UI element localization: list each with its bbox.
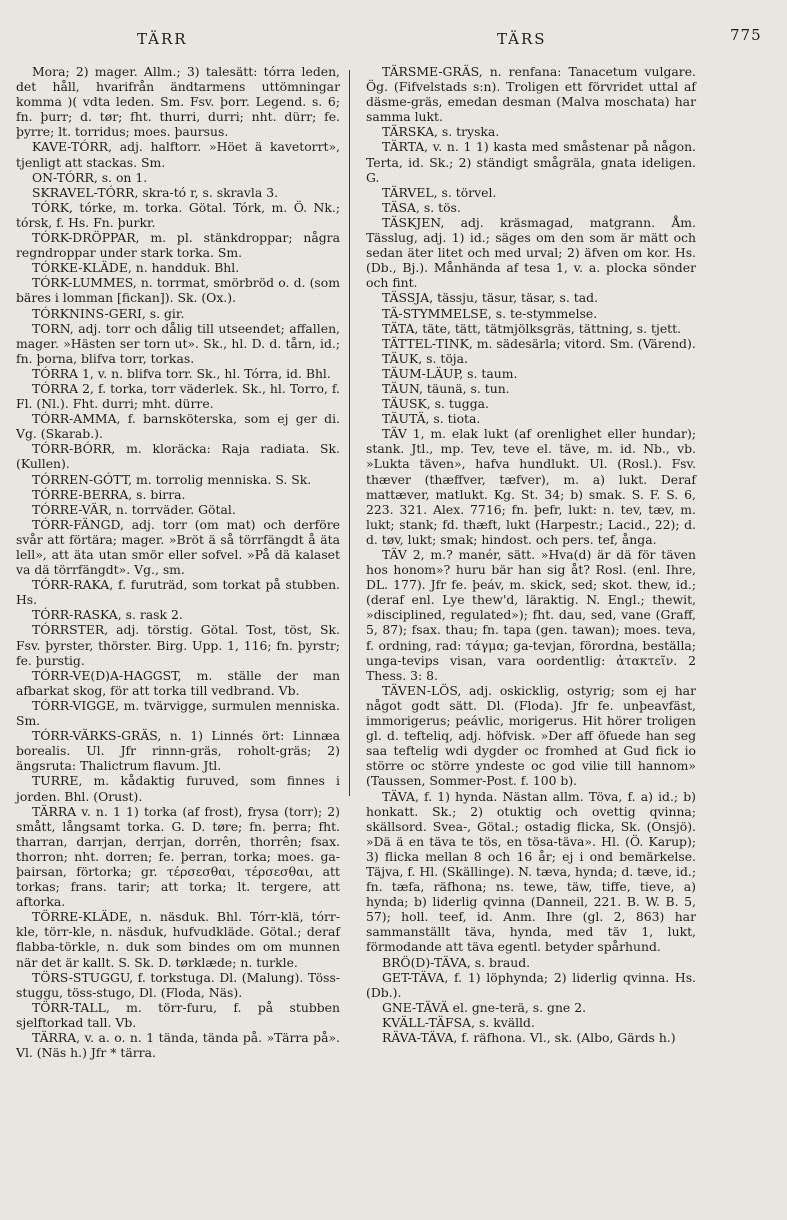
dictionary-entry: BRÖ(D)-TÄVA, s. braud. <box>382 954 531 970</box>
dictionary-entry: SKRAVEL-TÓRR, skra-tó r, s. skravla 3. <box>32 184 279 200</box>
dictionary-entry: TURRE, m. kådaktig furuved, som finnes i jorden. Bhl. (Orust). <box>16 773 340 804</box>
dictionary-entry: TÄVEN-LÖS, adj. oskicklig, ostyrig; som ej har något godt sätt. Dl. (Floda). Jfr fe. unþeavfäst, immorigerus; peávlic, morigerus. Hit hörer troligen gl. d. tefteliq, adj. höfvisk. »Der aff öfuede han seg saa teftelig wdi dygder oc fromhed at Gud fick io större oc större yndeste oc god vilie till hannom» (Taussen, Sommer-Post. f. 100 b). <box>366 682 696 789</box>
dictionary-entry: TÓRR-BÓRR, m. kloräcka: Raja radiata. Sk. (Kullen). <box>16 441 340 472</box>
page-number: 775 <box>730 26 762 44</box>
dictionary-entry: KVÄLL-TÄFSA, s. kvälld. <box>382 1014 535 1030</box>
dictionary-entry: TÓRR-RASKA, s. rask 2. <box>32 607 183 623</box>
dictionary-entry: KAVE-TÓRR, adj. halftorr. »Höet ä kavetorrt», tjenligt att stackas. Sm. <box>16 139 340 170</box>
dictionary-entry: TÄV 1, m. elak lukt (af orenlighet eller hundar); stank. Jtl., mp. Tev, teve el. täve, m. id. Nb., vb. »Lukta täven», hafva hundlukt. Ul. (Rosl.). Fsv. thæver (thæffver, tæfver), m. a) lukt. Deraf mattæver, matlukt. Kg. St. 34; b) smak. S. F. S. 6, 223. 321. Alex. 7716; fn. þefr, lukt: n. tev, tæv, m. lukt; stank; fd. thæft, lukt (Harpestr.; Lacid., 22); d. d. tøv, lukt; smak; hindost. och pers. tef, ånga. <box>366 426 696 547</box>
dictionary-entry: Mora; 2) mager. Allm.; 3) talesätt: tórra leden, det håll, hvarifrån ändtarmens uttömningar komma )( vdta leden. Sm. Fsv. þorr. Legend. s. 6; fn. þurr; d. tør; fht. thurri, durri; nht. dürr; fe. þyrre; lt. torridus; moes. þaursus. <box>16 64 340 140</box>
dictionary-entry: TÄRVEL, s. törvel. <box>382 184 497 200</box>
dictionary-entry: TÄTA, täte, tätt, tätmjölksgräs, tättning, s. tjett. <box>382 320 682 336</box>
dictionary-entry: TÄRSKA, s. tryska. <box>382 124 500 140</box>
dictionary-entry: TÖRS-STUGGU, f. torkstuga. Dl. (Malung). Töss-stuggu, töss-stugo, Dl. (Floda, Näs). <box>16 969 340 1000</box>
dictionary-entry: TÄRTA, v. n. 1 1) kasta med småstenar på någon. Terta, id. Sk.; 2) ständigt smågräla, gnata ideligen. G. <box>366 139 696 185</box>
dictionary-entry: TÓRRA 2, f. torka, torr väderlek. Sk., hl. Torro, f. Fl. (Nl.). Fht. durri; mht. dürre. <box>16 380 340 412</box>
dictionary-entry: TÄUTÄ, s. tiota. <box>382 411 481 427</box>
dictionary-entry: TÄRRA v. n. 1 1) torka (af frost), frysa (torr); 2) smått, långsamt torka. G. D. tøre; fn. þerra; fht. tharran, darrjan, derrjan, dorrên, thorrên; fsax. thorron; nht. dorren; fe. þerran, torka; moes. ga-þairsan, förtorka; gr. τέρσεσθαι, τέρσεσθαι, att torkas; frans. tarir; att torka; lt. tergere, att aftorka. <box>16 803 340 910</box>
dictionary-entry: TÓRK, tórke, m. torka. Götal. Tórk, m. Ö. Nk.; tórsk, f. Hs. Fn. þurkr. <box>16 199 340 230</box>
dictionary-entry: TÄTTEL-TINK, m. sädesärla; vitord. Sm. (Värend). <box>382 335 696 351</box>
dictionary-entry: TÓRR-FÄNGD, adj. torr (om mat) och derföre svår att förtära; mager. »Bröt ä så törrfängdt å äta lell», att äta utan smör eller sofvel. »På dä kalaset va dä törrfängdt». Vg., sm. <box>16 516 340 578</box>
left-column <box>16 64 340 1060</box>
running-head-right: TÄRS <box>497 30 547 48</box>
dictionary-entry: TÓRKNINS-GERI, s. gir. <box>32 305 185 321</box>
dictionary-entry: TÄSSJA, tässju, täsur, täsar, s. tad. <box>382 290 599 306</box>
dictionary-entry: TÓRK-DRÖPPAR, m. pl. stänkdroppar; några regndroppar under stark torka. Sm. <box>16 230 340 261</box>
right-column <box>366 64 696 1045</box>
dictionary-entry: TÄVA, f. 1) hynda. Nästan allm. Töva, f. a) id.; b) honkatt. Sk.; 2) otuktig och ovettig qvinna; skällsord. Svea-, Götal.; ostadig flicka, Sk. (Onsjö). »Dä ä en täva te tös, en tösa-täva». Hl. (Ö. Karup); 3) flicka mellan 8 och 16 år; ej i ond bemärkelse. Täjva, f. Hl. (Skällinge). N. tæva, hynda; d. tæve, id.; fn. tæfa, räfhona; ns. tewe, täw, tiffe, tieve, a) hynda; b) liderlig qvinna (Danneil, 221. B. W. B. 5, 57); holl. teef, id. Anm. Ihre (gl. 2, 863) har sammanställt täva, hynda, med täv 1, lukt, förmodande att täva egentl. betyder spårhund. <box>366 788 696 955</box>
dictionary-entry: TORN, adj. torr och dålig till utseendet; affallen, mager. »Hästen ser torn ut». Sk., hl. D. d. tårn, id.; fn. þorna, blifva torr, torkas. <box>16 320 340 366</box>
dictionary-entry: TÄUSK, s. tugga. <box>382 396 489 412</box>
dictionary-entry: TÄUM-LÄUP, s. taum. <box>382 365 518 381</box>
dictionary-entry: TÓRK-LUMMES, n. torrmat, smörbröd o. d. (som bäres i lomman [fickan]). Sk. (Ox.). <box>16 275 340 306</box>
dictionary-entry: TÓRRSTER, adj. törstig. Götal. Tost, töst, Sk. Fsv. þyrster, thörster. Birg. Upp. 1, 116; fn. þyrstr; fe. þurstig. <box>16 622 340 668</box>
dictionary-entry: TÄUK, s. töja. <box>382 350 468 366</box>
dictionary-entry: TÓRKE-KLÄDE, n. handduk. Bhl. <box>32 260 240 276</box>
dictionary-entry: TÓRR-VIGGE, m. tvärvigge, surmulen menniska. Sm. <box>16 697 340 729</box>
dictionary-entry: TÖRR-TALL, m. törr-furu, f. på stubben sjelftorkad tall. Vb. <box>16 999 340 1030</box>
dictionary-entry: GNE-TÄVÄ el. gne-terä, s. gne 2. <box>382 999 587 1015</box>
dictionary-entry: TÓRREN-GÓTT, m. torrolig menniska. S. Sk. <box>32 471 312 487</box>
dictionary-entry: TÓRR-AMMA, f. barnsköterska, som ej ger di. Vg. (Skarab.). <box>16 411 340 442</box>
dictionary-entry: TÄ-STYMMELSE, s. te-stymmelse. <box>382 305 598 321</box>
dictionary-entry: TÓRR-VÄRKS-GRÄS, n. 1) Linnés ört: Linnæa borealis. Ul. Jfr rinnn-gräs, roholt-gräs; 2) ängsruta: Thalictrum flavum. Jtl. <box>16 728 340 774</box>
dictionary-entry: TÄRRA, v. a. o. n. 1 tända, tända på. »Tärra på». Vl. (Näs h.) Jfr * tärra. <box>16 1030 340 1061</box>
running-head-left: TÄRR <box>137 30 188 48</box>
dictionary-entry: TÄSKJEN, adj. kräsmagad, matgrann. Åm. Tässlug, adj. 1) id.; säges om den som är mätt och sedan äter litet och med urval; 2) äfven om kor. Hs. (Db., Bj.). Månhända af tesa 1, v. a. plocka sönder och fint. <box>366 214 696 291</box>
dictionary-entry: TÓRRA 1, v. n. blifva torr. Sk., hl. Tórra, id. Bhl. <box>32 365 331 381</box>
dictionary-entry: TÖRRE-KLÄDE, n. näsduk. Bhl. Tórr-klä, tórr-kle, törr-kle, n. näsduk, hufvudkläde. Götal.; deraf flabba-törkle, n. duk som bindes om om munnen när det är kallt. S. Sk. D. tørklæde; n. turkle. <box>16 909 340 970</box>
dictionary-entry: TÄSA, s. tös. <box>382 199 461 215</box>
column-divider <box>349 70 350 796</box>
dictionary-entry: TÄV 2, m.? manér, sätt. »Hva(d) är dä för täven hos honom»? huru bär han sig åt? Rosl. (enl. Ihre, DL. 177). Jfr fe. þeáv, m. skick, sed; skot. thew, id.; (deraf enl. Lye thew'd, läraktig. N. Engl.; thewit, »disciplined, regulated»); fht. dau, sed, vane (Graff, 5, 87); fsax. thau; fn. tapa (gen. tawan); moes. teva, f. ordning, rad: τάγμα; ga-tevjan, förordna, beställa; unga-tevips visan, vara oordentlig: ἀτακτεῖν. 2 Thess. 3: 8. <box>366 547 696 683</box>
dictionary-entry: TÓRRE-BERRA, s. birra. <box>32 486 186 502</box>
dictionary-entry: GET-TÄVA, f. 1) löphynda; 2) liderlig qvinna. Hs. (Db.). <box>366 969 696 1000</box>
dictionary-entry: TÓRR-RAKA, f. furuträd, som torkat på stubben. Hs. <box>16 577 340 608</box>
dictionary-entry: TÄUN, täunä, s. tun. <box>382 380 510 396</box>
dictionary-entry: TÄRSME-GRÄS, n. renfana: Tanacetum vulgare. Ög. (Fifvelstads s:n). Troligen ett förvridet uttal af däsme-gräs, emedan desman (Malva moschata) har samma lukt. <box>366 64 696 125</box>
dictionary-entry: TÓRRE-VÄR, n. torrväder. Götal. <box>32 501 236 517</box>
dictionary-entry: RÄVA-TÄVA, f. räfhona. Vl., sk. (Albo, Gärds h.) <box>382 1030 676 1045</box>
dictionary-entry: ON-TÓRR, s. on 1. <box>32 169 148 185</box>
dictionary-entry: TÓRR-VE(D)A-HAGGST, m. ställe der man afbarkat skog, för att torka till vedbrand. Vb. <box>16 667 340 698</box>
